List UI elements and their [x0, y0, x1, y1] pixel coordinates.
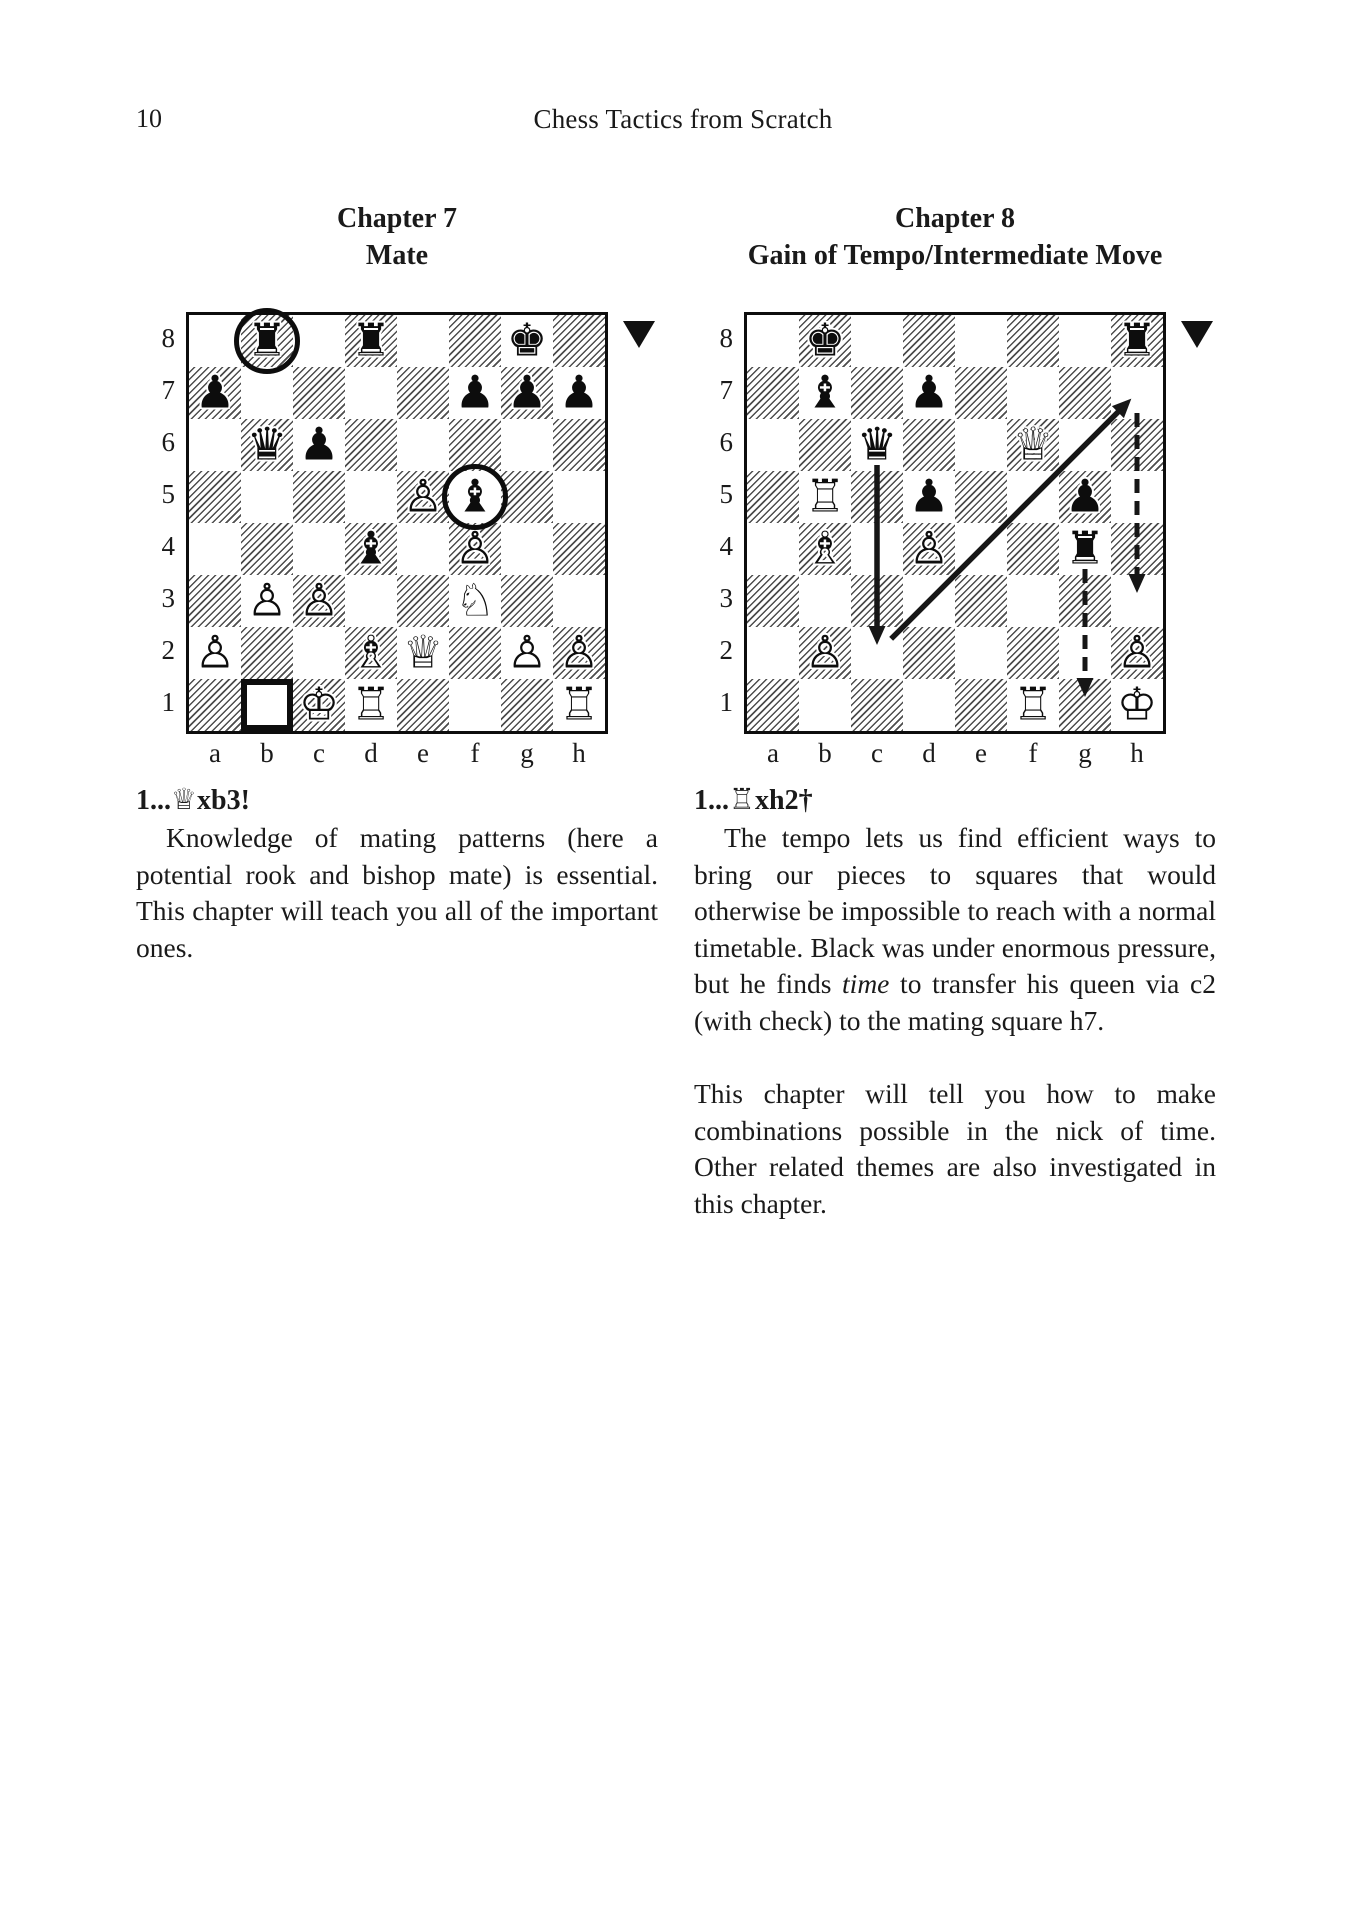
chapter-8-heading [694, 200, 1216, 274]
board-square [553, 679, 605, 731]
board-square [799, 315, 851, 367]
column-chapter-7 [136, 200, 658, 966]
file-label: d [922, 738, 936, 768]
board-square [293, 419, 345, 471]
board-square [449, 523, 501, 575]
rank-label: 3 [719, 582, 733, 613]
chess-piece-bP: ♟ [298, 417, 340, 471]
file-label: c [871, 738, 883, 768]
board-square [799, 367, 851, 419]
file-labels [189, 734, 608, 772]
text-run: to transfer his queen via c2 (with check) to the mating square h7. [694, 968, 1216, 1036]
chapter-7-title: Chapter 7 [336, 203, 458, 234]
chess-piece-wP: ♙ [506, 625, 548, 679]
arrow-head [1129, 574, 1146, 593]
file-label: f [1028, 738, 1038, 768]
rank-label: 6 [719, 426, 733, 457]
body-text-right [694, 820, 1216, 1222]
black-to-move-triangle-icon [623, 321, 655, 348]
rank-label: 8 [161, 322, 175, 353]
chess-piece-wP: ♙ [804, 625, 846, 679]
chess-piece-bK: ♚ [506, 313, 548, 367]
file-label: a [767, 738, 779, 768]
file-label: h [1130, 738, 1144, 768]
file-label: d [364, 738, 378, 768]
chess-piece-bP: ♟ [908, 469, 950, 523]
chess-piece-wK: ♔ [1116, 677, 1158, 731]
board-square [1111, 315, 1163, 367]
chess-piece-bQ: ♛ [856, 417, 898, 471]
rank-label: 1 [161, 686, 175, 717]
board-square [293, 679, 345, 731]
page-header [136, 104, 1230, 144]
chess-piece-bP: ♟ [506, 365, 548, 419]
board-square [293, 575, 345, 627]
chess-piece-wP: ♙ [1116, 625, 1158, 679]
rank-label: 7 [719, 374, 733, 405]
chess-piece-wB: ♗ [350, 625, 392, 679]
diagram-chapter-7 [150, 312, 608, 772]
board-square [189, 367, 241, 419]
board-square [345, 627, 397, 679]
file-label: b [260, 738, 274, 768]
chapter-8-title: Chapter 8 [894, 203, 1016, 234]
chapter-7-subtitle: Mate [365, 240, 429, 271]
board-square [397, 471, 449, 523]
rank-labels [708, 312, 744, 734]
move-text: xb3! [197, 785, 250, 816]
rank-labels [150, 312, 186, 734]
chess-piece-bQ: ♛ [246, 417, 288, 471]
file-label: f [470, 738, 480, 768]
rank-label: 7 [161, 374, 175, 405]
chapter-7-heading [136, 200, 658, 274]
page-number: 10 [136, 104, 162, 133]
board-square [1007, 679, 1059, 731]
board-square [799, 471, 851, 523]
board-square [449, 575, 501, 627]
board-square [799, 627, 851, 679]
chess-piece-bK: ♚ [804, 313, 846, 367]
chess-piece-bR: ♜ [350, 313, 392, 367]
file-label: b [818, 738, 832, 768]
board-square [1007, 419, 1059, 471]
move-caption-right [694, 780, 1216, 820]
move-text: xh2† [755, 785, 813, 816]
arrow-head [869, 626, 886, 645]
file-label: g [1078, 738, 1092, 768]
running-title: Chess Tactics from Scratch [533, 104, 833, 134]
board-square [501, 315, 553, 367]
chess-piece-bB: ♝ [350, 521, 392, 575]
chess-piece-wP: ♙ [558, 625, 600, 679]
chess-board-left [186, 312, 608, 734]
board-square [903, 367, 955, 419]
chess-piece-wP: ♙ [402, 469, 444, 523]
paragraph [694, 820, 1216, 1039]
board-square [241, 575, 293, 627]
rank-label: 2 [719, 634, 733, 665]
chess-piece-wK: ♔ [298, 677, 340, 731]
board-square [345, 523, 397, 575]
chess-piece-wP: ♙ [454, 521, 496, 575]
chess-piece-bR: ♜ [246, 313, 288, 367]
chess-piece-wP: ♙ [194, 625, 236, 679]
board-square [1059, 471, 1111, 523]
chess-piece-bB: ♝ [454, 469, 496, 523]
column-chapter-8 [694, 200, 1216, 1222]
board-square [851, 419, 903, 471]
file-label: h [572, 738, 586, 768]
chess-board-right [744, 312, 1166, 734]
chapter-8-subtitle: Gain of Tempo/Intermediate Move [747, 240, 1163, 271]
file-labels [747, 734, 1166, 772]
paragraph [694, 1076, 1216, 1222]
board-square [903, 523, 955, 575]
chess-piece-bP: ♟ [454, 365, 496, 419]
board-square [189, 627, 241, 679]
file-label: e [975, 738, 987, 768]
arrow-head [1077, 678, 1094, 697]
chess-piece-wP: ♙ [246, 573, 288, 627]
board-square [397, 627, 449, 679]
chess-piece-bP: ♟ [1064, 469, 1106, 523]
chess-piece-bR: ♜ [1116, 313, 1158, 367]
board-square [501, 627, 553, 679]
board-square [903, 471, 955, 523]
file-label: g [520, 738, 534, 768]
chess-piece-wQ: ♕ [402, 625, 444, 679]
chess-piece-wB: ♗ [804, 521, 846, 575]
body-text-left [136, 820, 658, 966]
chess-piece-bP: ♟ [908, 365, 950, 419]
chess-piece-bP: ♟ [194, 365, 236, 419]
board-square [449, 471, 501, 523]
rank-label: 4 [161, 530, 175, 561]
text-run: time [842, 968, 890, 999]
diagram-chapter-8 [708, 312, 1166, 772]
black-to-move-triangle-icon [1181, 321, 1213, 348]
chess-piece-bP: ♟ [558, 365, 600, 419]
rank-label: 4 [719, 530, 733, 561]
chess-piece-wR: ♖ [558, 677, 600, 731]
text-run: The tempo lets us find efficient ways to bring our pieces to squares that would otherwise be impossible to reach with a normal timetable. Black was under enormous pressure, but he finds [694, 822, 1216, 999]
queen-figurine-icon: ♕ [171, 782, 197, 816]
board-square [345, 315, 397, 367]
file-label: c [313, 738, 325, 768]
rank-label: 2 [161, 634, 175, 665]
move-prefix: 1... [694, 785, 729, 816]
rank-label: 5 [719, 478, 733, 509]
rank-label: 8 [719, 322, 733, 353]
board-square [345, 679, 397, 731]
board-square [241, 315, 293, 367]
chess-piece-wQ: ♕ [1012, 417, 1054, 471]
file-label: a [209, 738, 221, 768]
chess-piece-wP: ♙ [908, 521, 950, 575]
board-square [553, 367, 605, 419]
board-square [449, 367, 501, 419]
chess-piece-bB: ♝ [804, 365, 846, 419]
rank-label: 1 [719, 686, 733, 717]
rank-label: 6 [161, 426, 175, 457]
chess-piece-wR: ♖ [350, 677, 392, 731]
board-square [241, 419, 293, 471]
rank-label: 3 [161, 582, 175, 613]
rank-label: 5 [161, 478, 175, 509]
chess-piece-wR: ♖ [804, 469, 846, 523]
board-square [1111, 627, 1163, 679]
board-square [799, 523, 851, 575]
paragraph [136, 820, 658, 966]
move-caption-left [136, 780, 658, 820]
chess-piece-bR: ♜ [1064, 521, 1106, 575]
board-square [553, 627, 605, 679]
board-square [1059, 523, 1111, 575]
file-label: e [417, 738, 429, 768]
chess-piece-wP: ♙ [298, 573, 340, 627]
chess-piece-wR: ♖ [1012, 677, 1054, 731]
chess-piece-wN: ♘ [454, 573, 496, 627]
text-run: This chapter will tell you how to make combinations possible in the nick of time. Other related themes are also investigated in this chapter. [694, 1078, 1216, 1219]
board-square [1111, 679, 1163, 731]
board-square [501, 367, 553, 419]
move-prefix: 1... [136, 785, 171, 816]
rook-figurine-icon: ♖ [729, 782, 755, 816]
text-run: Knowledge of mating patterns (here a potential rook and bishop mate) is essential. This chapter will teach you all of the important ones. [136, 822, 658, 963]
